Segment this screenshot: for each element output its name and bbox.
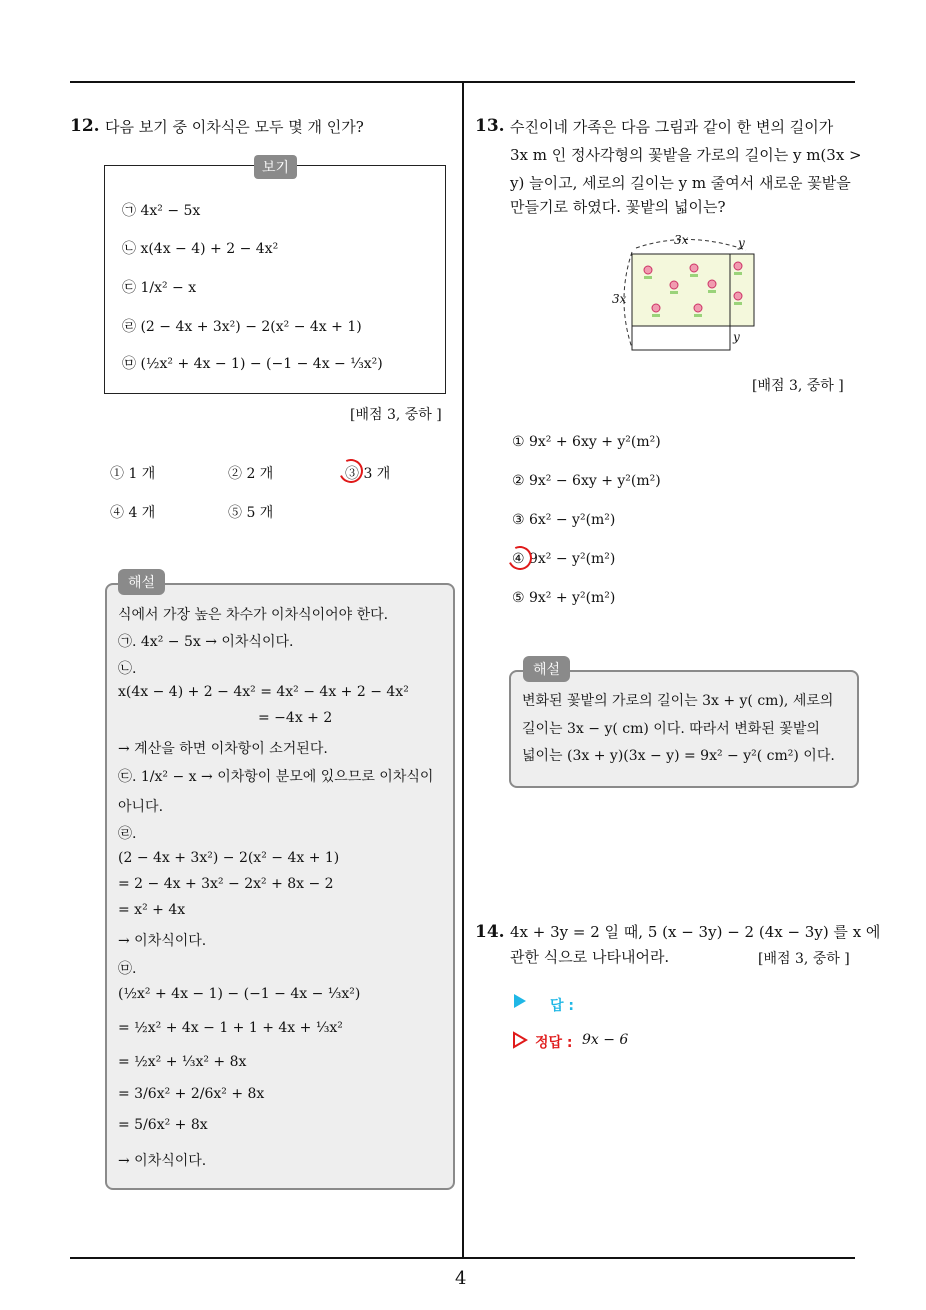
correct-answer-outline-icon xyxy=(512,1031,528,1049)
q14-question-line-2: 관한 식으로 나타내어라. xyxy=(510,948,670,966)
q13-number: 13. xyxy=(475,116,505,136)
page-number: 4 xyxy=(455,1268,467,1289)
q12-sol-line-2: ㉠. 4x² − 5x → 이차식이다. xyxy=(118,634,294,650)
q12-example-label: 보기 xyxy=(254,155,297,179)
q12-option-5[interactable]: ⑤ 5 개 xyxy=(228,505,274,521)
q13-score: [배점 3, 중하 ] xyxy=(752,378,844,394)
q13-option-3[interactable]: ③ 6x² − y²(m²) xyxy=(512,512,616,528)
q12-number: 12. xyxy=(70,116,100,136)
q12-sol-line-16: = ½x² + 4x − 1 + 1 + 4x + ⅓x² xyxy=(118,1020,343,1036)
q12-item-c: ㉢ 1/x² − x xyxy=(122,280,197,296)
q13-correct-mark-icon xyxy=(505,543,536,574)
q14-number: 14. xyxy=(475,922,505,942)
q13-sol-line-2: 길이는 3x − y( cm) 이다. 따라서 변화된 꽃밭의 xyxy=(522,721,820,737)
q14-answer-label: 답 : xyxy=(550,998,574,1014)
column-divider xyxy=(462,81,464,1259)
q13-sol-line-1: 변화된 꽃밭의 가로의 길이는 3x + y( cm), 세로의 xyxy=(522,693,834,709)
q12-sol-line-19: = 5/6x² + 8x xyxy=(118,1117,208,1133)
q13-question-line-4: 만들기로 하였다. 꽃밭의 넓이는? xyxy=(510,198,726,216)
q12-sol-line-18: = 3/6x² + 2/6x² + 8x xyxy=(118,1086,265,1102)
q12-sol-line-8: 아니다. xyxy=(118,799,164,815)
q14-correct-value: 9x − 6 xyxy=(582,1032,629,1048)
q12-sol-line-15: (½x² + 4x − 1) − (−1 − 4x − ⅓x²) xyxy=(118,986,361,1002)
q13-figure-label-left: 3x xyxy=(612,292,627,306)
q12-sol-line-14: ㉤. xyxy=(118,961,137,977)
q13-option-1[interactable]: ① 9x² + 6xy + y²(m²) xyxy=(512,434,661,450)
q13-option-5[interactable]: ⑤ 9x² + y²(m²) xyxy=(512,590,616,606)
q13-question-line-3: y) 늘이고, 세로의 길이는 y m 줄여서 새로운 꽃밭을 xyxy=(510,174,851,192)
q12-option-2[interactable]: ② 2 개 xyxy=(228,466,274,482)
q13-option-2[interactable]: ② 9x² − 6xy + y²(m²) xyxy=(512,473,661,489)
q13-sol-line-3: 넓이는 (3x + y)(3x − y) = 9x² − y²( cm²) 이다. xyxy=(522,748,835,764)
q13-figure-label-top: 3x xyxy=(674,233,689,247)
q12-item-d: ㉣ (2 − 4x + 3x²) − 2(x² − 4x + 1) xyxy=(122,319,362,335)
q12-item-e: ㉤ (½x² + 4x − 1) − (−1 − 4x − ⅓x²) xyxy=(122,356,383,372)
q12-sol-line-11: = 2 − 4x + 3x² − 2x² + 8x − 2 xyxy=(118,876,334,892)
q13-solution-label: 해설 xyxy=(523,656,570,682)
q12-sol-line-9: ㉣. xyxy=(118,826,137,842)
q12-sol-line-6: → 계산을 하면 이차항이 소거된다. xyxy=(118,741,328,757)
q12-sol-line-12: = x² + 4x xyxy=(118,902,186,918)
q13-question-line-2: 3x m 인 정사각형의 꽃밭을 가로의 길이는 y m(3x > xyxy=(510,146,862,164)
q12-item-b: ㉡ x(4x − 4) + 2 − 4x² xyxy=(122,241,279,257)
q14-question-line-1: 4x + 3y = 2 일 때, 5 (x − 3y) − 2 (4x − 3y) 를 x 에 xyxy=(510,923,881,941)
q12-sol-line-7: ㉢. 1/x² − x → 이차항이 분모에 있으므로 이차식이 xyxy=(118,769,434,785)
q12-sol-line-3: ㉡. xyxy=(118,661,137,677)
q13-option-4[interactable]: ④ 9x² − y²(m²) xyxy=(512,551,616,567)
q12-sol-line-13: → 이차식이다. xyxy=(118,933,207,949)
q13-question-line-1: 수진이네 가족은 다음 그림과 같이 한 변의 길이가 xyxy=(510,118,834,136)
q12-solution-label: 해설 xyxy=(118,569,165,595)
q12-sol-line-5: = −4x + 2 xyxy=(258,710,333,726)
bottom-rule xyxy=(70,1257,855,1259)
q12-sol-line-17: = ½x² + ⅓x² + 8x xyxy=(118,1054,247,1070)
q12-question: 다음 보기 중 이차식은 모두 몇 개 인가? xyxy=(105,118,364,136)
q12-option-3[interactable]: ③ 3 개 xyxy=(345,466,391,482)
q12-option-4[interactable]: ④ 4 개 xyxy=(110,505,156,521)
q14-score: [배점 3, 중하 ] xyxy=(758,951,850,967)
q12-sol-line-10: (2 − 4x + 3x²) − 2(x² − 4x + 1) xyxy=(118,850,340,866)
q14-correct-label: 정답 : xyxy=(535,1035,573,1051)
q12-score: [배점 3, 중하 ] xyxy=(350,407,442,423)
q12-option-1[interactable]: ① 1 개 xyxy=(110,466,156,482)
q13-figure-label-right-top: y xyxy=(738,236,745,250)
q13-figure-label-right-bottom: y xyxy=(733,330,740,344)
q12-sol-line-20: → 이차식이다. xyxy=(118,1153,207,1169)
q12-sol-line-1: 식에서 가장 높은 차수가 이차식이어야 한다. xyxy=(118,607,389,623)
q12-item-a: ㉠ 4x² − 5x xyxy=(122,203,201,219)
answer-play-icon xyxy=(514,994,526,1008)
q12-sol-line-4: x(4x − 4) + 2 − 4x² = 4x² − 4x + 2 − 4x² xyxy=(118,684,409,700)
